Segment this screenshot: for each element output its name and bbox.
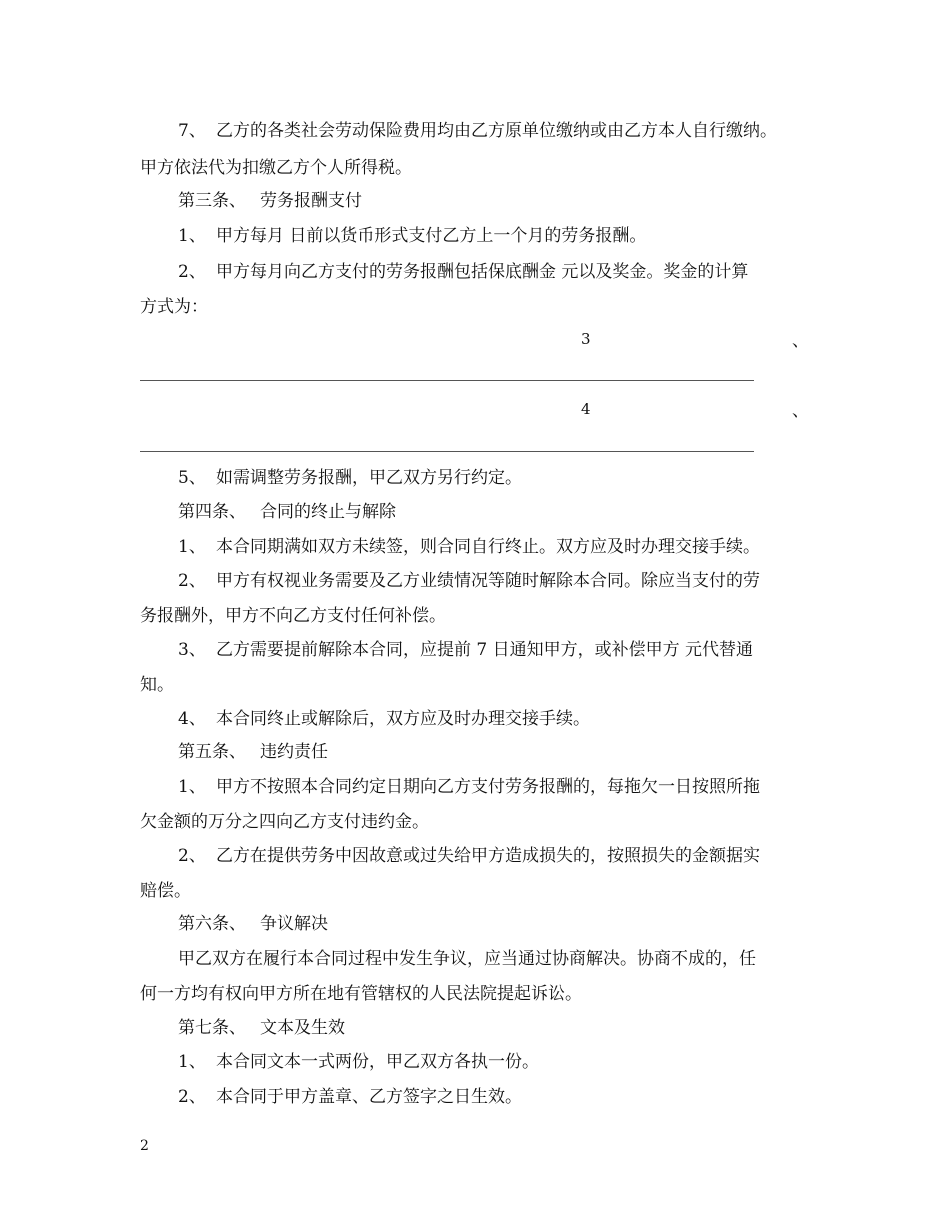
clause-5-2-line-2: 赔偿。 bbox=[140, 881, 191, 901]
clause-5-1-line-2: 欠金额的万分之四向乙方支付违约金。 bbox=[140, 812, 429, 832]
clause-text: 甲方每月向乙方支付的劳务报酬包括保底酬金 元以及奖金。奖金的计算 bbox=[216, 262, 749, 282]
fill-in-line bbox=[140, 380, 754, 381]
article-6-heading bbox=[178, 914, 328, 934]
clause-text: 乙方需要提前解除本合同，应提前 7 日通知甲方，或补偿甲方 元代替通 bbox=[216, 640, 754, 660]
clause-number: 2、 bbox=[178, 846, 206, 866]
article-3-heading bbox=[178, 191, 362, 211]
clause-text: 本合同文本一式两份，甲乙双方各执一份。 bbox=[216, 1052, 539, 1072]
article-number: 第三条、 bbox=[178, 191, 246, 211]
clause-3-2-line-2: 方式为： bbox=[140, 297, 208, 317]
clause-4-2-line-1 bbox=[178, 571, 760, 591]
blank-item-number: 4 bbox=[581, 400, 591, 418]
article-number: 第七条、 bbox=[178, 1018, 246, 1038]
clause-text: 乙方的各类社会劳动保险费用均由乙方原单位缴纳或由乙方本人自行缴纳。 bbox=[216, 121, 777, 141]
clause-text: 甲方不按照本合同约定日期向乙方支付劳务报酬的，每拖欠一日按照所拖 bbox=[216, 777, 760, 797]
article-title: 文本及生效 bbox=[260, 1018, 345, 1038]
article-7-heading bbox=[178, 1018, 345, 1038]
clause-number: 2、 bbox=[178, 262, 206, 282]
clause-number: 7、 bbox=[178, 121, 206, 141]
article-number: 第四条、 bbox=[178, 502, 246, 522]
article-title: 劳务报酬支付 bbox=[260, 191, 362, 211]
blank-item-number: 3 bbox=[581, 330, 591, 348]
clause-5-2-line-1 bbox=[178, 846, 760, 866]
article-number: 第五条、 bbox=[178, 742, 246, 762]
clause-number: 1、 bbox=[178, 537, 206, 557]
article-title: 争议解决 bbox=[260, 914, 328, 934]
article-4-heading bbox=[178, 502, 396, 522]
clause-number: 3、 bbox=[178, 640, 206, 660]
clause-number: 1、 bbox=[178, 777, 206, 797]
page-number: 2 bbox=[140, 1138, 149, 1154]
blank-item-separator: 、 bbox=[792, 401, 809, 421]
clause-4-2-line-2: 务报酬外，甲方不向乙方支付任何补偿。 bbox=[140, 606, 446, 626]
clause-4-1 bbox=[178, 537, 760, 557]
clause-3-5 bbox=[178, 468, 522, 488]
article-title: 合同的终止与解除 bbox=[260, 502, 396, 522]
clause-number: 4、 bbox=[178, 709, 206, 729]
clause-7-2 bbox=[178, 1087, 522, 1107]
clause-7-line-2: 甲方依法代为扣缴乙方个人所得税。 bbox=[140, 158, 412, 178]
clause-4-3-line-1 bbox=[178, 640, 753, 660]
clause-text: 乙方在提供劳务中因故意或过失给甲方造成损失的，按照损失的金额据实 bbox=[216, 846, 760, 866]
clause-text: 甲方有权视业务需要及乙方业绩情况等随时解除本合同。除应当支付的劳 bbox=[216, 571, 760, 591]
clause-7-line-1 bbox=[178, 121, 777, 141]
article-6-text-line-1: 甲乙双方在履行本合同过程中发生争议，应当通过协商解决。协商不成的，任 bbox=[178, 949, 756, 969]
clause-text: 本合同于甲方盖章、乙方签字之日生效。 bbox=[216, 1087, 522, 1107]
clause-text: 如需调整劳务报酬，甲乙双方另行约定。 bbox=[216, 468, 522, 488]
clause-3-1 bbox=[178, 226, 646, 246]
clause-number: 2、 bbox=[178, 571, 206, 591]
clause-4-3-line-2: 知。 bbox=[140, 675, 174, 695]
clause-number: 1、 bbox=[178, 226, 206, 246]
article-6-text-line-2: 何一方均有权向甲方所在地有管辖权的人民法院提起诉讼。 bbox=[140, 984, 582, 1004]
clause-3-2-line-1 bbox=[178, 262, 748, 282]
blank-item-separator: 、 bbox=[792, 331, 809, 351]
clause-5-1-line-1 bbox=[178, 777, 760, 797]
clause-text: 本合同期满如双方未续签，则合同自行终止。双方应及时办理交接手续。 bbox=[216, 537, 760, 557]
article-number: 第六条、 bbox=[178, 914, 246, 934]
clause-number: 1、 bbox=[178, 1052, 206, 1072]
clause-number: 5、 bbox=[178, 468, 206, 488]
article-5-heading bbox=[178, 742, 328, 762]
clause-4-4 bbox=[178, 709, 590, 729]
article-title: 违约责任 bbox=[260, 742, 328, 762]
clause-7-1 bbox=[178, 1052, 539, 1072]
clause-number: 2、 bbox=[178, 1087, 206, 1107]
clause-text: 甲方每月 日前以货币形式支付乙方上一个月的劳务报酬。 bbox=[216, 226, 647, 246]
clause-text: 本合同终止或解除后，双方应及时办理交接手续。 bbox=[216, 709, 590, 729]
fill-in-line bbox=[140, 451, 754, 452]
